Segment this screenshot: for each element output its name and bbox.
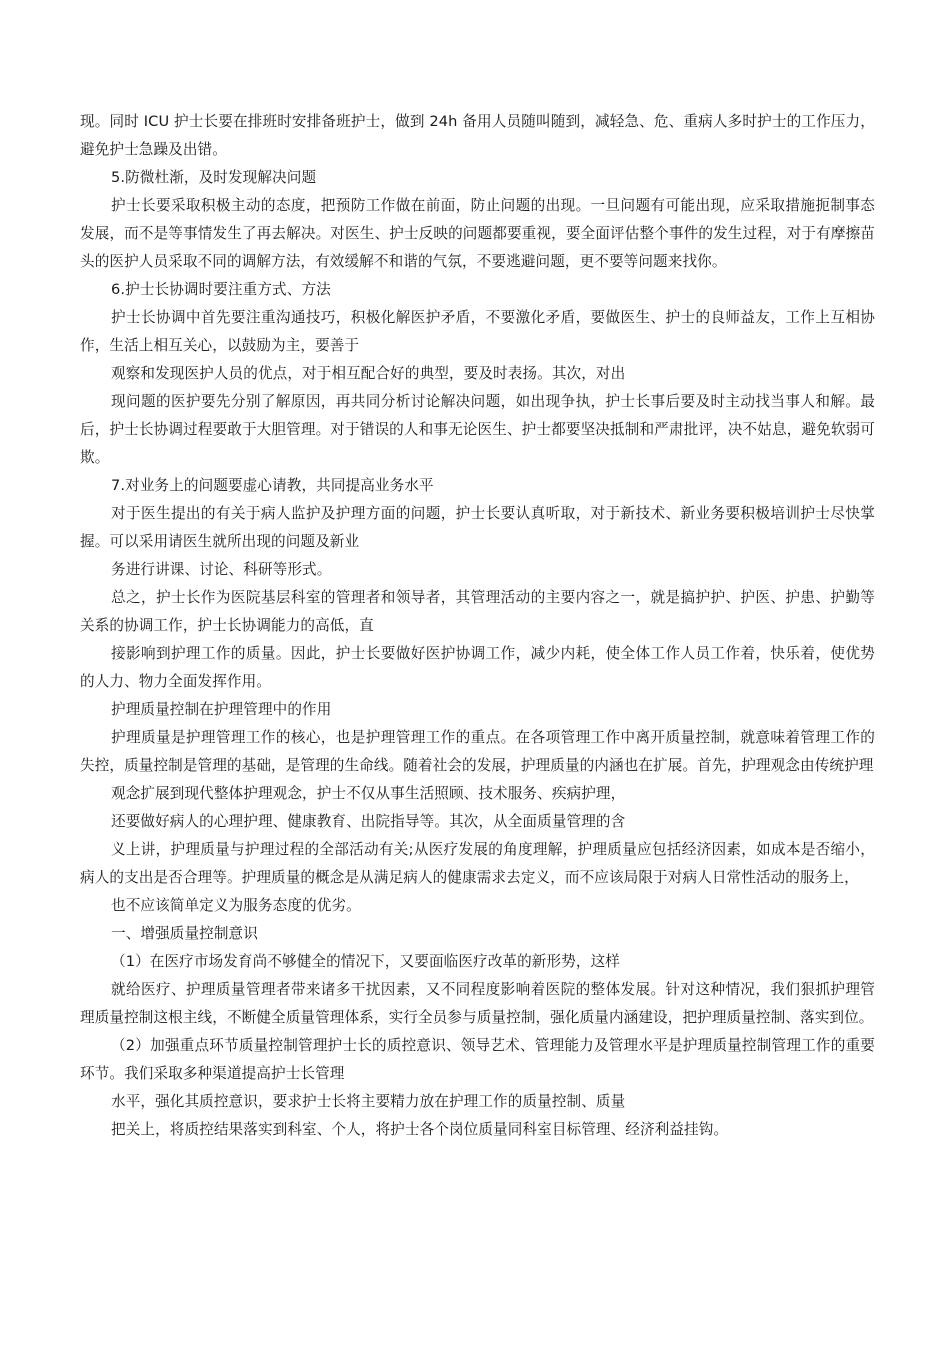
paragraph-12: 还要做好病人的心理护理、健康教育、出院指导等。其次，从全面质量管理的含	[111, 813, 626, 830]
paragraph-4: 观察和发现医护人员的优点，对于相互配合好的典型，要及时表扬。其次，对出	[111, 365, 626, 382]
paragraph-9: 接影响到护理工作的质量。因此，护士长要做好医护协调工作，减少内耗，使全体工作人员工作着，快乐着，使优势的人力、物力全面发挥作用。	[80, 645, 875, 690]
paragraph-15: （1）在医疗市场发育尚不够健全的情况下，又要面临医疗改革的新形势，这样	[111, 953, 620, 970]
paragraph-2: 护士长要采取积极主动的态度，把预防工作做在前面，防止问题的出现。一旦问题有可能出现，应采取措施扼制事态发展，而不是等事情发生了再去解决。对医生、护士反映的问题都要重视，要全面评估整个事件的发生过程，对于有摩擦苗头的医护人员采取不同的调解方法，有效缓解不和谐的气氛，不要逃避问题，更不要等问题来找你。	[80, 197, 875, 270]
paragraph-17: （2）加强重点环节质量控制管理护士长的质控意识、领导艺术、管理能力及管理水平是护理质量控制管理工作的重要环节。我们采取多种渠道提高护士长管理	[80, 1037, 875, 1082]
section-heading-6: 6.护士长协调时要注重方式、方法	[111, 281, 331, 298]
paragraph-8: 总之，护士长作为医院基层科室的管理者和领导者，其管理活动的主要内容之一，就是搞护护、护医、护患、护勤等关系的协调工作，护士长协调能力的高低，直	[80, 589, 875, 634]
paragraph-16: 就给医疗、护理质量管理者带来诸多干扰因素，又不同程度影响着医院的整体发展。针对这种情况，我们狠抓护理管理质量控制这根主线，不断健全质量管理体系，实行全员参与质量控制，强化质量内涵建设，把护理质量控制、落实到位。	[80, 981, 875, 1026]
paragraph-5: 现问题的医护要先分别了解原因，再共同分析讨论解决问题，如出现争执，护士长事后要及时主动找当事人和解。最后，护士长协调过程要敢于大胆管理。对于错误的人和事无论医生、护士都要坚决抵制和严肃批评，决不姑息，避免软弱可欺。	[80, 393, 875, 466]
paragraph-10: 护理质量是护理管理工作的核心，也是护理管理工作的重点。在各项管理工作中离开质量控制，就意味着管理工作的失控，质量控制是管理的基础，是管理的生命线。随着社会的发展，护理质量的内涵也在扩展。首先，护理观念由传统护理	[80, 729, 875, 774]
paragraph-18: 水平，强化其质控意识，要求护士长将主要精力放在护理工作的质量控制、质量	[111, 1093, 626, 1110]
document-page	[80, 108, 875, 1144]
section-heading-5: 5.防微杜渐，及时发现解决问题	[111, 169, 317, 186]
section-heading-7: 7.对业务上的问题要虚心请教，共同提高业务水平	[111, 477, 434, 494]
paragraph-7: 务进行讲课、讨论、科研等形式。	[111, 561, 332, 578]
paragraph-14: 也不应该简单定义为服务态度的优劣。	[111, 897, 361, 914]
paragraph-11: 观念扩展到现代整体护理观念，护士不仅从事生活照顾、技术服务、疾病护理，	[111, 785, 626, 802]
section-heading-quality-control: 护理质量控制在护理管理中的作用	[111, 701, 332, 718]
section-heading-quality-awareness: 一、增强质量控制意识	[111, 925, 258, 942]
paragraph-6: 对于医生提出的有关于病人监护及护理方面的问题，护士长要认真听取，对于新技术、新业务要积极培训护士尽快掌握。可以采用请医生就所出现的问题及新业	[80, 505, 875, 550]
paragraph-13: 义上讲，护理质量与护理过程的全部活动有关;从医疗发展的角度理解，护理质量应包括经济因素，如成本是否缩小，病人的支出是否合理等。护理质量的概念是从满足病人的健康需求去定义，而不应该局限于对病人日常性活动的服务上，	[80, 841, 875, 886]
paragraph-1: 现。同时 ICU 护士长要在排班时安排备班护士，做到 24h 备用人员随叫随到，减轻急、危、重病人多时护士的工作压力，避免护士急躁及出错。	[80, 113, 875, 158]
paragraph-19: 把关上，将质控结果落实到科室、个人，将护士各个岗位质量同科室目标管理、经济利益挂钩。	[111, 1121, 729, 1138]
paragraph-3: 护士长协调中首先要注重沟通技巧，积极化解医护矛盾，不要激化矛盾，要做医生、护士的良师益友，工作上互相协作，生活上相互关心，以鼓励为主，要善于	[80, 309, 875, 354]
